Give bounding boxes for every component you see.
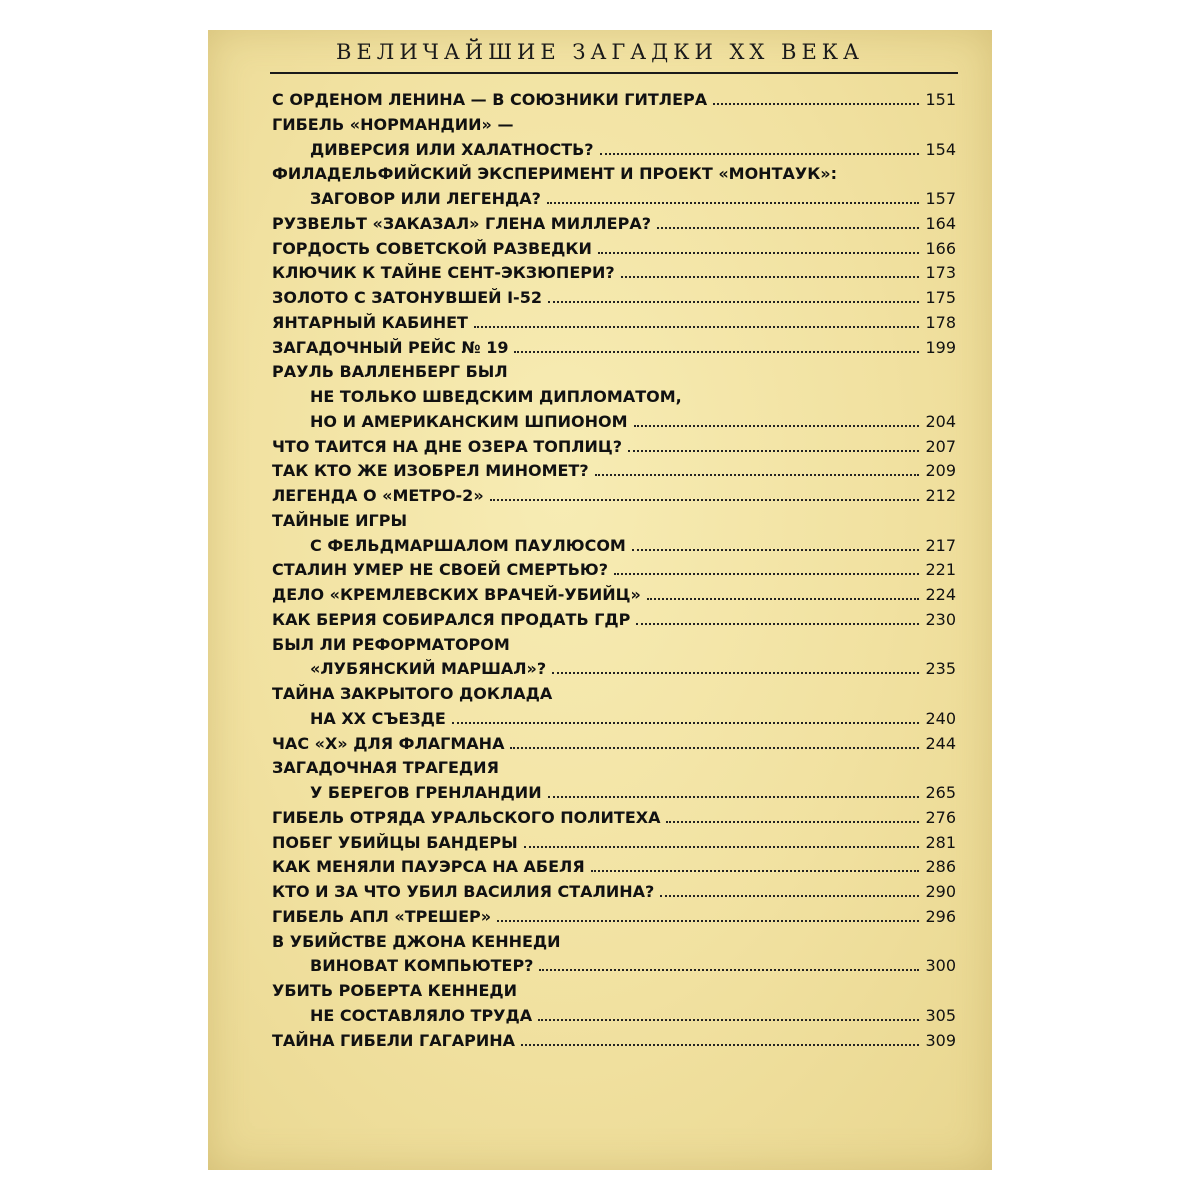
page-number: 204 bbox=[925, 411, 956, 431]
toc-entry bbox=[272, 732, 956, 757]
dot-leader bbox=[632, 535, 920, 551]
page-number: 244 bbox=[925, 733, 956, 753]
page-number: 230 bbox=[925, 609, 956, 629]
toc-entry bbox=[272, 435, 956, 460]
toc-entry-line bbox=[272, 187, 956, 212]
dot-leader bbox=[538, 1005, 919, 1021]
toc-entry-line bbox=[272, 1029, 956, 1054]
toc-entry-line bbox=[272, 237, 956, 262]
toc-entry-title: ЯНТАРНЫЙ КАБИНЕТ bbox=[272, 312, 468, 332]
toc-entry-title: КАК МЕНЯЛИ ПАУЭРСА НА АБЕЛЯ bbox=[272, 857, 585, 877]
toc-entry-line bbox=[272, 583, 956, 608]
page-number: 305 bbox=[925, 1005, 956, 1025]
toc-entry-line bbox=[272, 781, 956, 806]
toc-entry-title: НА XX СЪЕЗДЕ bbox=[310, 708, 446, 728]
dot-leader bbox=[657, 213, 919, 229]
toc-entry-line bbox=[272, 558, 956, 583]
dot-leader bbox=[524, 832, 920, 848]
page-number: 212 bbox=[925, 486, 956, 505]
toc-entry-line bbox=[272, 633, 956, 658]
page-number: 221 bbox=[925, 560, 956, 580]
toc-entry bbox=[272, 212, 956, 237]
toc-entry-title: СТАЛИН УМЕР НЕ СВОЕЙ СМЕРТЬЮ? bbox=[272, 560, 608, 580]
dot-leader bbox=[497, 906, 919, 922]
dot-leader bbox=[660, 881, 919, 897]
page-number: 240 bbox=[925, 708, 956, 728]
toc-entry-line bbox=[272, 88, 956, 113]
dot-leader bbox=[521, 1030, 919, 1046]
toc-entry bbox=[272, 336, 956, 361]
toc-entry-line bbox=[272, 410, 956, 435]
toc-entry-line bbox=[272, 484, 956, 509]
dot-leader bbox=[713, 89, 919, 105]
header-rule bbox=[270, 72, 958, 74]
page-number: 175 bbox=[925, 288, 956, 307]
toc-entry bbox=[272, 633, 956, 683]
toc-entry bbox=[272, 484, 956, 509]
toc-entry-title: ЧТО ТАИТСЯ НА ДНЕ ОЗЕРА ТОПЛИЦ? bbox=[272, 436, 623, 456]
toc-entry-line bbox=[272, 707, 956, 732]
toc-entry-line bbox=[272, 336, 956, 361]
toc-entry-line bbox=[272, 930, 956, 955]
toc-entry-line bbox=[272, 360, 956, 385]
page-number: 217 bbox=[925, 535, 956, 555]
dot-leader bbox=[591, 856, 920, 872]
toc-entry-line bbox=[272, 311, 956, 336]
toc-entry-title: БЫЛ ЛИ РЕФОРМАТОРОМ bbox=[272, 634, 510, 654]
toc-entry-line bbox=[272, 385, 956, 410]
toc-entry bbox=[272, 237, 956, 262]
dot-leader bbox=[628, 436, 919, 452]
dot-leader bbox=[474, 312, 920, 328]
toc-entry-title: «ЛУБЯНСКИЙ МАРШАЛ»? bbox=[310, 659, 547, 679]
toc-entry-line bbox=[272, 286, 956, 311]
toc-entry bbox=[272, 583, 956, 608]
toc-entry-title: ТАЙНЫЕ ИГРЫ bbox=[272, 510, 408, 530]
page-number: 154 bbox=[925, 139, 956, 159]
toc-entry-title: У БЕРЕГОВ ГРЕНЛАНДИИ bbox=[310, 783, 542, 802]
toc-entry-title: ГОРДОСТЬ СОВЕТСКОЙ РАЗВЕДКИ bbox=[272, 238, 592, 258]
dot-leader bbox=[490, 485, 920, 501]
toc-entry bbox=[272, 261, 956, 286]
toc-entry-title: ДИВЕРСИЯ ИЛИ ХАЛАТНОСТЬ? bbox=[310, 139, 594, 159]
toc-entry bbox=[272, 88, 956, 113]
toc-entry-line bbox=[272, 1004, 956, 1029]
page-number: 157 bbox=[925, 189, 956, 208]
toc-entry-title: ЧАС «Х» ДЛЯ ФЛАГМАНА bbox=[272, 733, 505, 753]
page-number: 276 bbox=[925, 807, 956, 827]
page-number: 286 bbox=[925, 857, 956, 877]
toc-entry-line bbox=[272, 682, 956, 707]
page-number: 235 bbox=[925, 659, 956, 679]
toc-entry-line bbox=[272, 162, 956, 187]
toc-entry-title: ВИНОВАТ КОМПЬЮТЕР? bbox=[310, 956, 534, 976]
dot-leader bbox=[636, 609, 919, 625]
toc-entry-line bbox=[272, 261, 956, 286]
toc-entry-title: ЗАГАДОЧНЫЙ РЕЙС № 19 bbox=[272, 337, 509, 357]
toc-entry-line bbox=[272, 138, 956, 163]
toc-entry bbox=[272, 459, 956, 484]
page-number: 209 bbox=[925, 461, 956, 481]
toc-entry-title: ТАЙНА ЗАКРЫТОГО ДОКЛАДА bbox=[272, 684, 553, 703]
toc-entry-title: ЗОЛОТО С ЗАТОНУВШЕЙ I-52 bbox=[272, 288, 542, 307]
toc-entry-title: ДЕЛО «КРЕМЛЕВСКИХ ВРАЧЕЙ-УБИЙЦ» bbox=[272, 585, 641, 604]
toc-entry bbox=[272, 286, 956, 311]
dot-leader bbox=[666, 807, 919, 823]
page-number: 166 bbox=[925, 238, 956, 258]
page-number: 265 bbox=[925, 783, 956, 802]
toc-entry bbox=[272, 608, 956, 633]
dot-leader bbox=[634, 411, 920, 427]
toc-entry-line bbox=[272, 509, 956, 534]
toc-entry-title: НЕ СОСТАВЛЯЛО ТРУДА bbox=[310, 1005, 533, 1025]
dot-leader bbox=[595, 460, 920, 476]
toc-entry-line bbox=[272, 831, 956, 856]
page-number: 164 bbox=[925, 213, 956, 233]
dot-leader bbox=[547, 188, 920, 204]
toc-entry-title: ЛЕГЕНДА О «МЕТРО-2» bbox=[272, 486, 484, 505]
toc-entry bbox=[272, 880, 956, 905]
toc-entry bbox=[272, 905, 956, 930]
toc-entry-line bbox=[272, 954, 956, 979]
page-number: 281 bbox=[925, 832, 956, 852]
page-number: 224 bbox=[925, 585, 956, 604]
toc-entry-line bbox=[272, 880, 956, 905]
toc-entry bbox=[272, 806, 956, 831]
dot-leader bbox=[452, 708, 920, 724]
running-head: ВЕЛИЧАЙШИЕ ЗАГАДКИ XX ВЕКА bbox=[336, 40, 864, 64]
toc-entry-line bbox=[272, 905, 956, 930]
toc-entry-line bbox=[272, 608, 956, 633]
dot-leader bbox=[552, 658, 919, 674]
toc-entry-title: УБИТЬ РОБЕРТА КЕННЕДИ bbox=[272, 981, 518, 1000]
toc-entry-title: ГИБЕЛЬ ОТРЯДА УРАЛЬСКОГО ПОЛИТЕХА bbox=[272, 807, 661, 827]
dot-leader bbox=[514, 337, 919, 353]
toc-entry bbox=[272, 855, 956, 880]
toc-entry-line bbox=[272, 459, 956, 484]
toc-entry-line bbox=[272, 212, 956, 237]
page-number: 151 bbox=[925, 90, 956, 109]
book-page bbox=[208, 30, 992, 1170]
toc-entry-title: НО И АМЕРИКАНСКИМ ШПИОНОМ bbox=[310, 411, 628, 431]
dot-leader bbox=[600, 139, 920, 155]
toc-entry bbox=[272, 509, 956, 559]
toc-entry-line bbox=[272, 657, 956, 682]
dot-leader bbox=[548, 782, 920, 798]
toc-entry bbox=[272, 360, 956, 434]
toc-entry bbox=[272, 831, 956, 856]
page-number: 300 bbox=[925, 956, 956, 976]
toc-entry-line bbox=[272, 732, 956, 757]
toc-entry-title: С ФЕЛЬДМАРШАЛОМ ПАУЛЮСОМ bbox=[310, 535, 626, 555]
toc-entry-title: ТАК КТО ЖЕ ИЗОБРЕЛ МИНОМЕТ? bbox=[272, 461, 589, 481]
toc-entry-title: КАК БЕРИЯ СОБИРАЛСЯ ПРОДАТЬ ГДР bbox=[272, 609, 631, 629]
toc-entry-title: КЛЮЧИК К ТАЙНЕ СЕНТ-ЭКЗЮПЕРИ? bbox=[272, 263, 615, 283]
toc-entry-title: ФИЛАДЕЛЬФИЙСКИЙ ЭКСПЕРИМЕНТ И ПРОЕКТ «МОНТАУК»: bbox=[272, 164, 838, 184]
dot-leader bbox=[548, 287, 919, 303]
toc-entry-title: В УБИЙСТВЕ ДЖОНА КЕННЕДИ bbox=[272, 931, 561, 951]
toc-entry bbox=[272, 113, 956, 163]
page-number: 173 bbox=[925, 263, 956, 283]
toc-entry-line bbox=[272, 756, 956, 781]
toc-entry bbox=[272, 1029, 956, 1054]
toc-entry-line bbox=[272, 979, 956, 1004]
page-number: 207 bbox=[925, 436, 956, 456]
toc-entry-title: ЗАГОВОР ИЛИ ЛЕГЕНДА? bbox=[310, 189, 541, 208]
page-number: 296 bbox=[925, 906, 956, 926]
page-number: 290 bbox=[925, 882, 956, 901]
table-of-contents bbox=[272, 88, 956, 1053]
dot-leader bbox=[614, 559, 919, 575]
toc-entry bbox=[272, 682, 956, 732]
toc-entry bbox=[272, 756, 956, 806]
page-number: 309 bbox=[925, 1030, 956, 1050]
toc-entry-title: ГИБЕЛЬ «НОРМАНДИИ» — bbox=[272, 114, 514, 134]
toc-entry-line bbox=[272, 534, 956, 559]
toc-entry-title: ТАЙНА ГИБЕЛИ ГАГАРИНА bbox=[272, 1030, 516, 1050]
dot-leader bbox=[510, 733, 919, 749]
toc-entry-title: РУЗВЕЛЬТ «ЗАКАЗАЛ» ГЛЕНА МИЛЛЕРА? bbox=[272, 213, 651, 233]
dot-leader bbox=[539, 955, 919, 971]
toc-entry-title: С ОРДЕНОМ ЛЕНИНА — В СОЮЗНИКИ ГИТЛЕРА bbox=[272, 90, 708, 109]
toc-entry bbox=[272, 979, 956, 1029]
toc-entry-title: РАУЛЬ ВАЛЛЕНБЕРГ БЫЛ bbox=[272, 362, 508, 382]
toc-entry-line bbox=[272, 855, 956, 880]
dot-leader bbox=[621, 262, 920, 278]
toc-entry bbox=[272, 311, 956, 336]
toc-entry-line bbox=[272, 113, 956, 138]
toc-entry-title: ЗАГАДОЧНАЯ ТРАГЕДИЯ bbox=[272, 758, 499, 778]
dot-leader bbox=[647, 584, 920, 600]
toc-entry-title: ГИБЕЛЬ АПЛ «ТРЕШЕР» bbox=[272, 906, 492, 926]
toc-entry bbox=[272, 162, 956, 212]
toc-entry-title: НЕ ТОЛЬКО ШВЕДСКИМ ДИПЛОМАТОМ, bbox=[310, 387, 682, 406]
page-number: 178 bbox=[925, 312, 956, 332]
toc-entry-line bbox=[272, 435, 956, 460]
toc-entry-title: ПОБЕГ УБИЙЦЫ БАНДЕРЫ bbox=[272, 832, 518, 852]
toc-entry bbox=[272, 558, 956, 583]
toc-entry-title: КТО И ЗА ЧТО УБИЛ ВАСИЛИЯ СТАЛИНА? bbox=[272, 882, 655, 901]
toc-entry-line bbox=[272, 806, 956, 831]
dot-leader bbox=[598, 238, 920, 254]
page-number: 199 bbox=[925, 337, 956, 357]
toc-entry bbox=[272, 930, 956, 980]
